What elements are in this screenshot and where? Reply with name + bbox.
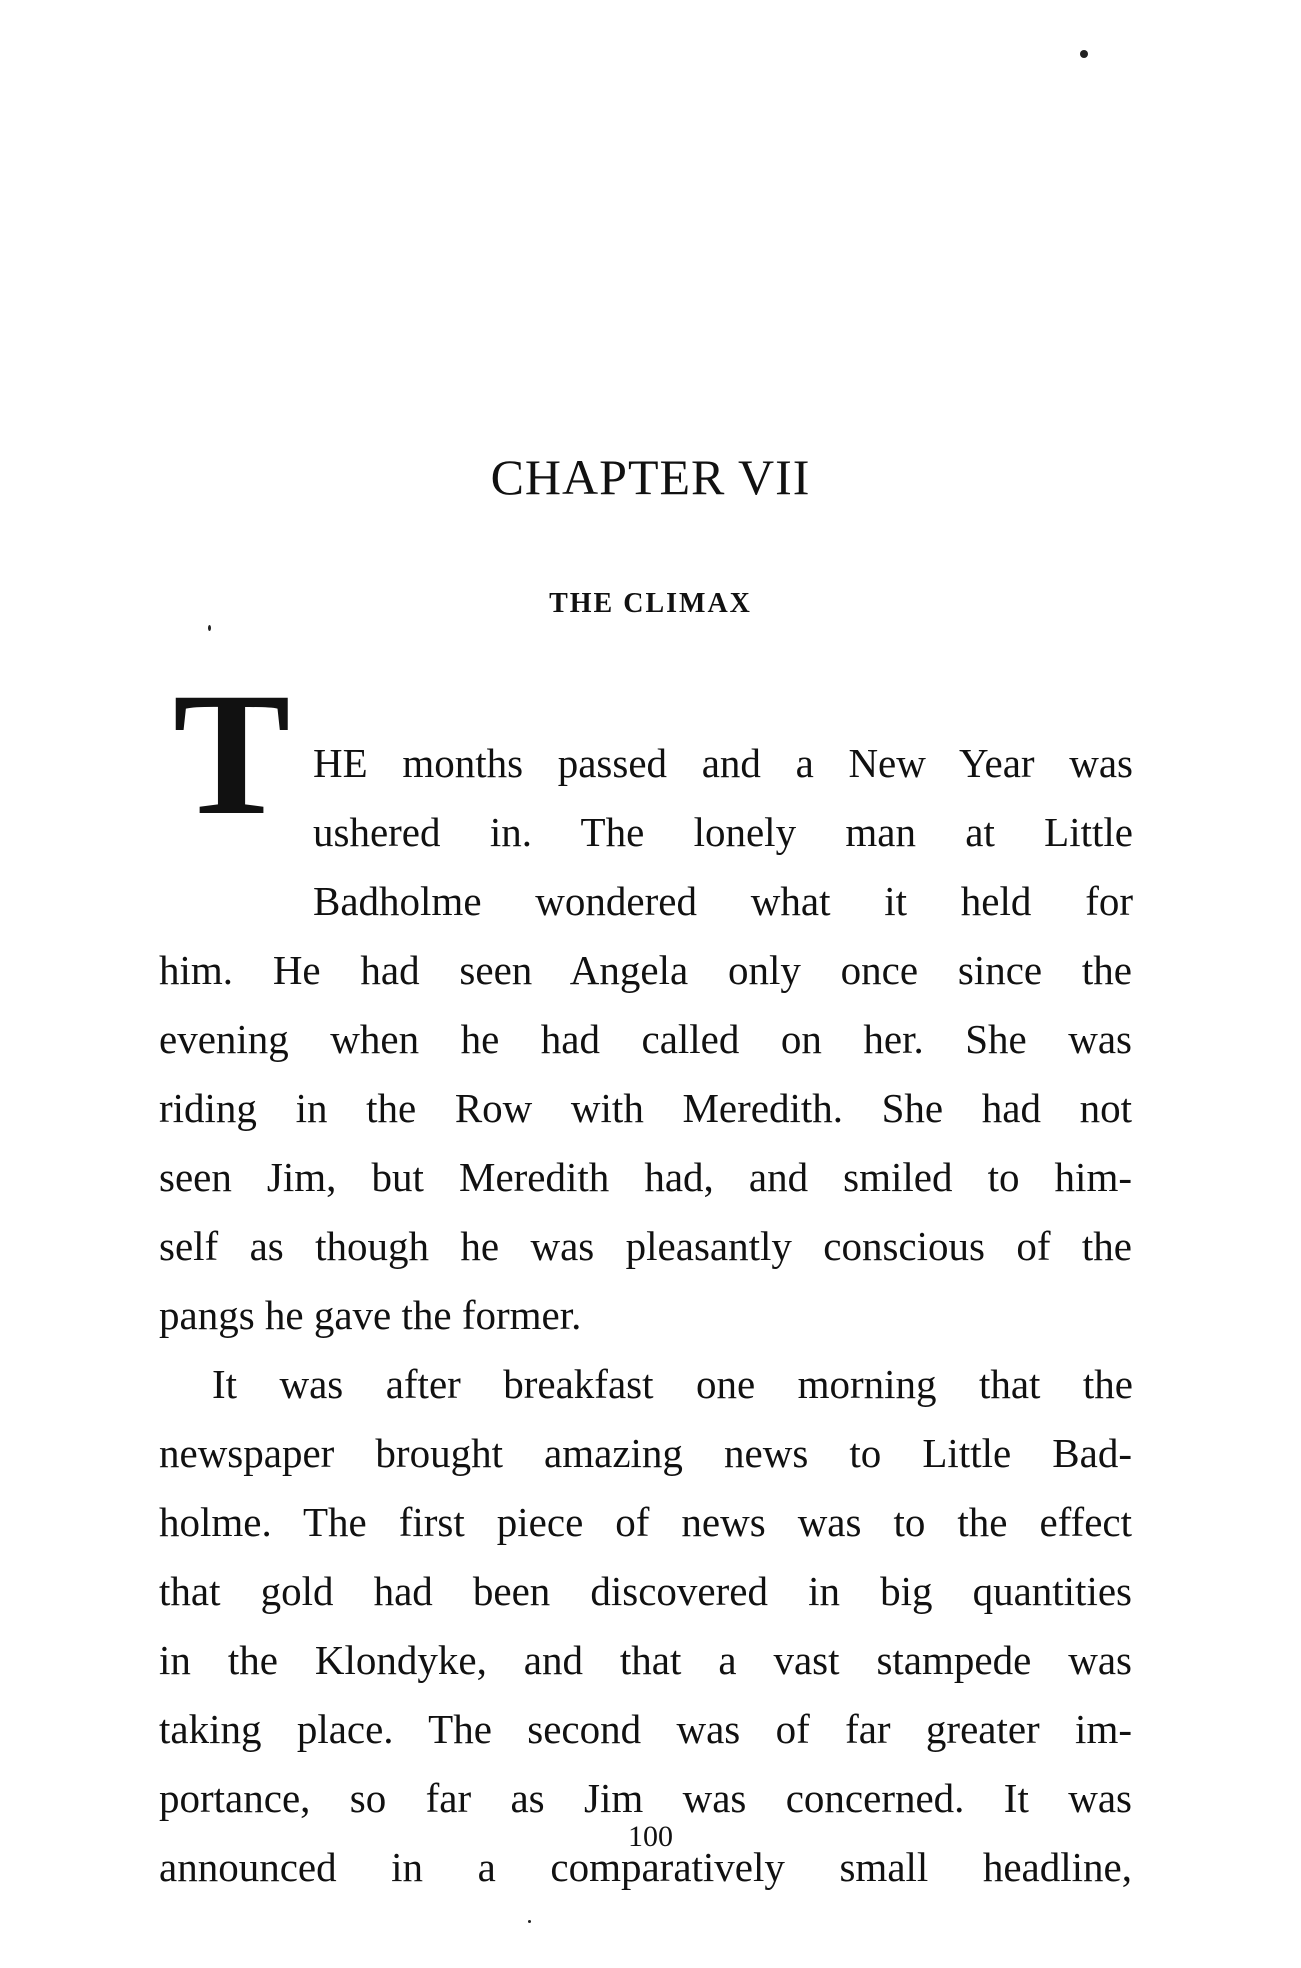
text-line: newspaper brought amazing news to Little Bad-: [159, 1430, 1132, 1476]
text-line: seen Jim, but Meredith had, and smiled to him-: [159, 1154, 1132, 1200]
text-line: holme. The first piece of news was to the effect: [159, 1499, 1132, 1545]
text-line: him. He had seen Angela only once since the: [159, 947, 1132, 993]
text-line: pangs he gave the former.: [159, 1292, 582, 1338]
text-line: taking place. The second was of far greater im-: [159, 1706, 1132, 1752]
scan-speck: [208, 625, 211, 631]
text-line: HE months passed and a New Year was: [313, 740, 1133, 786]
text-line: in the Klondyke, and that a vast stampede was: [159, 1637, 1132, 1683]
text-line: Badholme wondered what it held for: [313, 878, 1133, 924]
chapter-subtitle: THE CLIMAX: [549, 588, 752, 619]
text-line: riding in the Row with Meredith. She had not: [159, 1085, 1132, 1131]
text-line: evening when he had called on her. She was: [159, 1016, 1132, 1062]
text-line: announced in a comparatively small headline,: [159, 1844, 1132, 1890]
text-line: that gold had been discovered in big quantities: [159, 1568, 1132, 1614]
text-line: It was after breakfast one morning that the: [212, 1361, 1133, 1407]
text-line: ushered in. The lonely man at Little: [313, 809, 1133, 855]
drop-cap: T: [173, 657, 291, 852]
chapter-heading: CHAPTER VII: [490, 449, 811, 505]
scan-speck: [1080, 50, 1088, 58]
text-line: portance, so far as Jim was concerned. It was: [159, 1775, 1132, 1821]
text-line: self as though he was pleasantly conscious of the: [159, 1223, 1132, 1269]
page-number: 100: [628, 1820, 673, 1853]
scan-speck: [528, 1920, 531, 1923]
